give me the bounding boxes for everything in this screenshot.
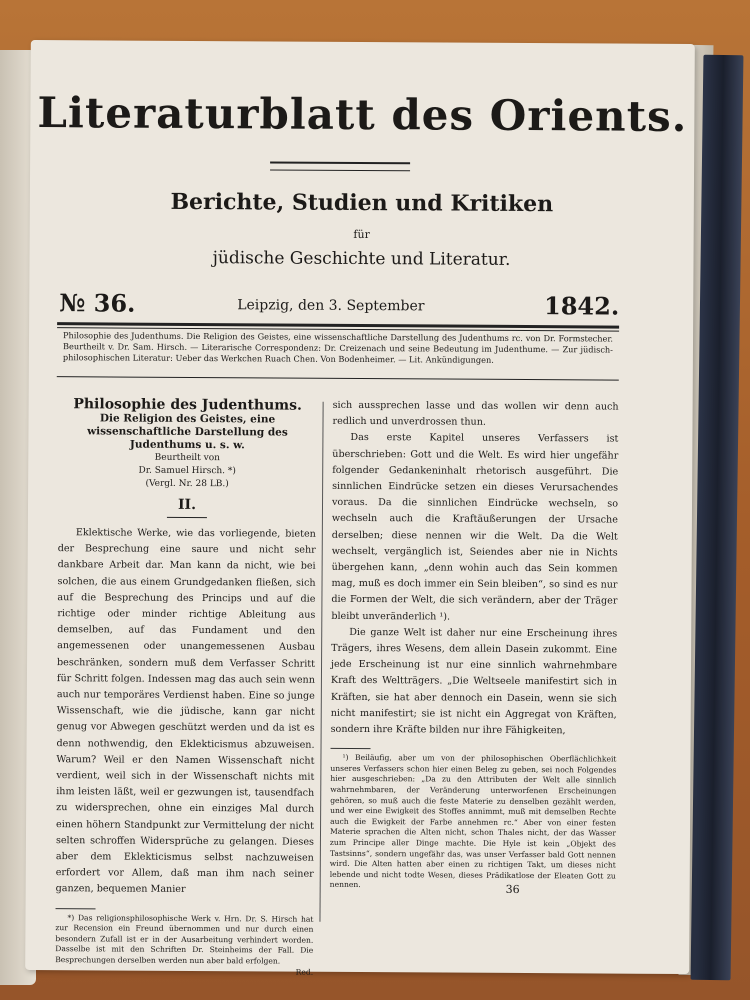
numeral-rule xyxy=(167,517,207,518)
issue-number: № 36. xyxy=(59,288,136,318)
column-rule xyxy=(319,402,323,922)
article-subtitle: Die Religion des Geistes, eine wissenschaftliche Darstellung des Judenthums u. s. w. xyxy=(87,412,288,452)
footnote-rule xyxy=(56,908,96,909)
masthead-subtitle-2: jüdische Geschichte und Literatur. xyxy=(212,248,511,270)
page-number: 36 xyxy=(505,882,520,896)
left-footnote: *) Das religionsphilosophische Werk v. Hrn. Dr. S. Hirsch hat zur Recension ein Freund übernommen und nur durch einen besondern Zufall ist er in der Ausarbeitung verhindert worden. Dasselbe ist mit den Schriften Dr. Steinheims der Fall. Die Besprechungen derselben werden nun aber bald erfolgen. xyxy=(55,912,314,966)
masthead-subtitle: Berichte, Studien und Kritiken xyxy=(170,188,554,218)
right-footnote-rule xyxy=(331,748,371,749)
masthead-fuer: für xyxy=(353,227,370,242)
right-body-text-3: Die ganze Welt ist daher nur eine Erscheinung ihres Trägers, ihres Wesens, dem allein Dasein zukommt. Eine jede Erscheinung ist nur eine sinnlich wahrnehmbare Kraft des Weltträgers. „Die Weltseele manifestirt sich in Kräften, sie hat aber dennoch ein Dasein, wenn sie sich nicht manifestirt; sie ist nicht ein Aggregat von Kräften, sondern ihre Kräfte bilden nur ihre Fähigkeiten, xyxy=(330,626,618,737)
review-author: Dr. Samuel Hirsch. *) xyxy=(138,465,236,477)
part-numeral: II. xyxy=(177,496,197,513)
issue-dateline: Leipzig, den 3. September xyxy=(237,297,425,315)
footnote-signature: Red. xyxy=(295,967,314,977)
masthead-ornament xyxy=(270,161,410,171)
newspaper-page xyxy=(25,40,695,977)
issue-year: 1842. xyxy=(543,291,620,321)
rule-contents xyxy=(57,376,619,380)
masthead-title: Literaturblatt des Orients. xyxy=(37,88,688,141)
right-footnote: ¹) Beiläufig, aber um von der philosophischen Oberflächlichkeit unseres Verfassers schon hier einen Beleg zu geben, sei noch Folgendes hier ausgeschrieben: „Da zu den Attributen der Welt alle sinnlich wahrnehmbaren, der Veränderung unterworfenen Erscheinungen gehören, so muß auch die feste Materie zu denselben gezählt werden, und wer eine Ewigkeit des Stoffes annimmt, muß mit demselben Rechte auch die Ewigkeit der Farbe annehmen rc.“ Aber von einer festen Materie sprachen die Alten nicht, schon Thales nicht, der das Wasser zum Principe aller Dinge machte. Die Hyle ist kein „Objekt des Tastsinns“, sondern ungefähr das, was unser Verfasser bald Gott nennen wird. Die Alten hatten aber einen zu richtigen Takt, um dieses nicht lebende und nicht todte Wesen, dieses Prädikatlose der Eleaten Gott zu nennen. xyxy=(329,753,617,890)
right-column xyxy=(330,398,619,893)
right-body-text-1: sich aussprechen lasse und das wollen wir denn auch redlich und unverdrossen thun. xyxy=(332,399,619,428)
issue-line xyxy=(59,288,619,323)
reviewed-by: Beurtheilt von xyxy=(154,452,220,464)
left-body-text: Eklektische Werke, wie das vorliegende, bieten der Besprechung eine saure und nicht sehr dankbare Arbeit dar. Man kann da nicht, wie bei solchen, die aus einem Grundgedanken fließen, sich auf die Besprechung des Princips und auf die richtige oder minder richtige Ableitung aus demselben, auf das Fundament und den angemessenen oder unangemessenen Ausbau beschränken, sondern muß dem Verfasser Schritt für Schritt folgen. Indessen mag das auch sein wenn auch nur temporäres Verdienst haben. Eine so junge Wissenschaft, wie die jüdische, kann gar nicht genug vor Abwegen geschützt werden und da ist es denn nothwendig, den Eklekticismus abzuweisen. Warum? Weil er den Namen Wissenschaft nicht verdient, weil sich in der Wissenschaft nichts mit ihm leisten läßt, weil er gezwungen ist, tausendfach zu widersprechen, ohne ein einziges Mal durch einen höhern Standpunkt zur Vermittelung der nicht selten schroffen Widersprüche zu gelangen. Dieses aber dem Eklekticismus selbst nachzuweisen erfordert vor Allem, daß man ihm nach seiner ganzen, bequemen Manier xyxy=(55,527,316,896)
right-body-text-2: Das erste Kapitel unseres Verfassers ist überschrieben: Gott und die Welt. Es wird hier ungefähr folgender Gedankeninhalt rhetorisch ausgeführt. Die sinnlichen Eindrücke setzen ein dieses Verursachendes voraus. Da die sinnlichen Eindrücke wechseln, so wechseln auch die Kraftäußerungen der Ursache derselben; diese nennen wir die Welt. Da die Welt wechselt, vergänglich ist, Seiendes aber nie in Nichts übergehen kann, „denn wohin auch das Sein kommen mag, muß es doch immer ein Sein bleiben“, so sind es nur die Formen der Welt, die sich verändern, aber der Träger bleibt unveränderlich ¹). xyxy=(331,432,619,623)
article-title: Philosophie des Judenthums. xyxy=(73,396,302,414)
review-reference: (Vergl. Nr. 28 LB.) xyxy=(145,478,229,490)
left-column xyxy=(55,396,317,978)
table-of-contents: Philosophie des Judenthums. Die Religion des Geistes, eine wissenschaftliche Darstellung des Judenthums rc. von Dr. Formstecher. Beurtheilt v. Dr. Sam. Hirsch. — Literarische Correspondenz: Dr. Creizenach und seine Bedeutung im Judenthume. — Zur jüdisch-philosophischen Literatur: Ueber das Werkchen Ruach Chen. Von Bodenheimer. — Lit. Ankündigungen. xyxy=(62,330,614,365)
